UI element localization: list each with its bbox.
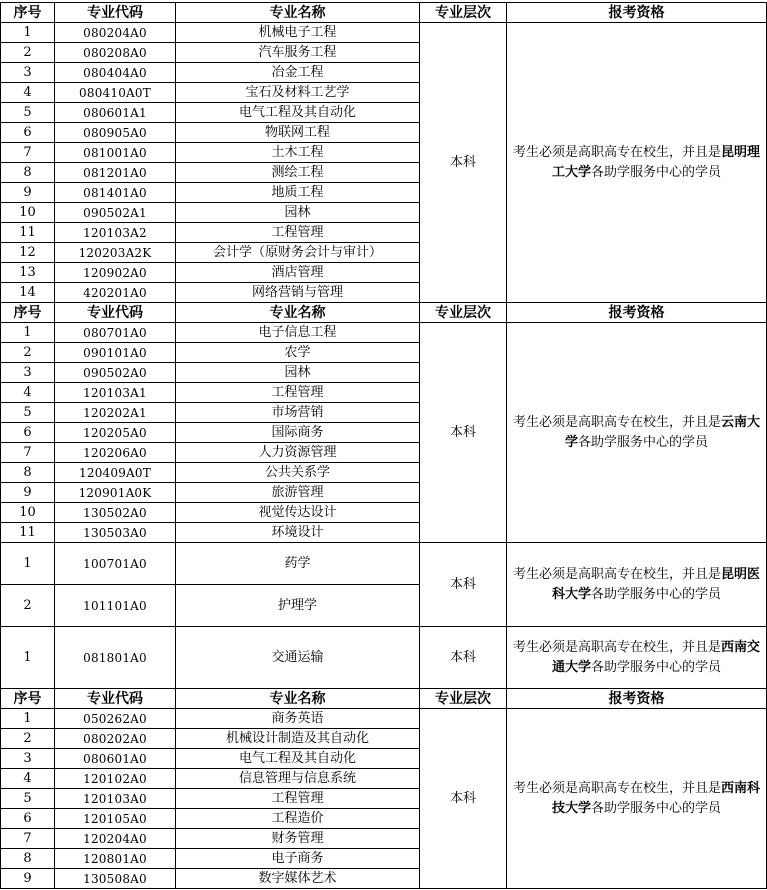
row-code: 120901A0K xyxy=(55,483,176,503)
header-seq: 序号 xyxy=(1,3,55,23)
row-name: 工程管理 xyxy=(176,383,420,403)
row-seq: 4 xyxy=(1,383,55,403)
section-level: 本科 xyxy=(420,543,507,627)
row-name: 工程管理 xyxy=(176,223,420,243)
section-qualification xyxy=(507,543,767,627)
row-code: 130503A0 xyxy=(55,523,176,543)
row-seq: 6 xyxy=(1,123,55,143)
row-code: 120205A0 xyxy=(55,423,176,443)
row-code: 090101A0 xyxy=(55,343,176,363)
row-name: 机械设计制造及其自动化 xyxy=(176,729,420,749)
row-name: 宝石及材料工艺学 xyxy=(176,83,420,103)
row-code: 080601A0 xyxy=(55,749,176,769)
table-row xyxy=(1,23,767,43)
row-name: 工程造价 xyxy=(176,809,420,829)
table-row xyxy=(1,627,767,689)
row-code: 120204A0 xyxy=(55,829,176,849)
section-qualification xyxy=(507,23,767,303)
school-name: 云南大学 xyxy=(564,414,761,450)
row-seq: 6 xyxy=(1,809,55,829)
row-seq: 5 xyxy=(1,403,55,423)
header-name: 专业名称 xyxy=(176,3,420,23)
row-name: 物联网工程 xyxy=(176,123,420,143)
row-name: 国际商务 xyxy=(176,423,420,443)
header-row xyxy=(1,3,767,23)
row-code: 080404A0 xyxy=(55,63,176,83)
table-row xyxy=(1,323,767,343)
row-name: 酒店管理 xyxy=(176,263,420,283)
row-seq: 9 xyxy=(1,483,55,503)
row-seq: 1 xyxy=(1,543,55,585)
row-seq: 8 xyxy=(1,163,55,183)
row-code: 120103A1 xyxy=(55,383,176,403)
row-name: 商务英语 xyxy=(176,709,420,729)
row-code: 120103A0 xyxy=(55,789,176,809)
row-code: 120206A0 xyxy=(55,443,176,463)
row-seq: 6 xyxy=(1,423,55,443)
row-code: 080601A1 xyxy=(55,103,176,123)
section-level: 本科 xyxy=(420,709,507,889)
row-seq: 2 xyxy=(1,729,55,749)
row-seq: 12 xyxy=(1,243,55,263)
row-code: 120102A0 xyxy=(55,769,176,789)
header-seq: 序号 xyxy=(1,303,55,323)
row-code: 120902A0 xyxy=(55,263,176,283)
row-name: 农学 xyxy=(176,343,420,363)
row-seq: 7 xyxy=(1,443,55,463)
qual-suffix: 各助学服务中心的学员 xyxy=(591,164,722,180)
row-name: 市场营销 xyxy=(176,403,420,423)
row-seq: 3 xyxy=(1,363,55,383)
row-code: 130502A0 xyxy=(55,503,176,523)
row-code: 130508A0 xyxy=(55,869,176,889)
row-seq: 2 xyxy=(1,585,55,627)
row-code: 080204A0 xyxy=(55,23,176,43)
header-code: 专业代码 xyxy=(55,689,176,709)
header-row xyxy=(1,303,767,323)
row-name: 信息管理与信息系统 xyxy=(176,769,420,789)
row-name: 电子商务 xyxy=(176,849,420,869)
row-seq: 10 xyxy=(1,503,55,523)
row-seq: 7 xyxy=(1,829,55,849)
row-seq: 10 xyxy=(1,203,55,223)
row-code: 120409A0T xyxy=(55,463,176,483)
school-name: 西南交通大学 xyxy=(551,639,761,675)
qual-suffix: 各助学服务中心的学员 xyxy=(591,659,722,675)
school-name: 昆明医科大学 xyxy=(551,566,761,602)
header-level: 专业层次 xyxy=(420,689,507,709)
row-code: 080701A0 xyxy=(55,323,176,343)
row-seq: 9 xyxy=(1,869,55,889)
header-level: 专业层次 xyxy=(420,303,507,323)
row-seq: 2 xyxy=(1,343,55,363)
row-name: 数字媒体艺术 xyxy=(176,869,420,889)
row-code: 081001A0 xyxy=(55,143,176,163)
school-name: 昆明理工大学 xyxy=(551,144,761,180)
row-name: 环境设计 xyxy=(176,523,420,543)
header-level: 专业层次 xyxy=(420,3,507,23)
header-qual: 报考资格 xyxy=(507,3,767,23)
row-code: 081401A0 xyxy=(55,183,176,203)
row-seq: 14 xyxy=(1,283,55,303)
row-code: 420201A0 xyxy=(55,283,176,303)
row-seq: 1 xyxy=(1,709,55,729)
row-seq: 5 xyxy=(1,789,55,809)
header-code: 专业代码 xyxy=(55,303,176,323)
section-qualification xyxy=(507,709,767,889)
row-seq: 1 xyxy=(1,627,55,689)
qual-suffix: 各助学服务中心的学员 xyxy=(578,434,709,450)
row-seq: 7 xyxy=(1,143,55,163)
row-seq: 1 xyxy=(1,23,55,43)
row-code: 081201A0 xyxy=(55,163,176,183)
row-code: 090502A0 xyxy=(55,363,176,383)
row-name: 公共关系学 xyxy=(176,463,420,483)
row-code: 080202A0 xyxy=(55,729,176,749)
qual-suffix: 各助学服务中心的学员 xyxy=(591,586,722,602)
header-code: 专业代码 xyxy=(55,3,176,23)
row-seq: 2 xyxy=(1,43,55,63)
qual-prefix: 考生必须是高职高专在校生，并且是 xyxy=(512,566,721,582)
row-name: 会计学（原财务会计与审计） xyxy=(176,243,420,263)
row-name: 工程管理 xyxy=(176,789,420,809)
row-code: 120203A2K xyxy=(55,243,176,263)
row-code: 120801A0 xyxy=(55,849,176,869)
row-name: 电气工程及其自动化 xyxy=(176,749,420,769)
row-seq: 3 xyxy=(1,63,55,83)
section-level: 本科 xyxy=(420,627,507,689)
row-seq: 4 xyxy=(1,83,55,103)
row-code: 050262A0 xyxy=(55,709,176,729)
qual-prefix: 考生必须是高职高专在校生，并且是 xyxy=(512,414,721,430)
row-name: 视觉传达设计 xyxy=(176,503,420,523)
row-name: 测绘工程 xyxy=(176,163,420,183)
row-name: 网络营销与管理 xyxy=(176,283,420,303)
row-name: 地质工程 xyxy=(176,183,420,203)
qual-prefix: 考生必须是高职高专在校生，并且是 xyxy=(512,144,721,160)
row-name: 药学 xyxy=(176,543,420,585)
row-code: 120202A1 xyxy=(55,403,176,423)
row-name: 电子信息工程 xyxy=(176,323,420,343)
row-name: 机械电子工程 xyxy=(176,23,420,43)
school-name: 西南科技大学 xyxy=(551,780,761,816)
section-level: 本科 xyxy=(420,23,507,303)
table-row xyxy=(1,709,767,729)
row-name: 旅游管理 xyxy=(176,483,420,503)
row-code: 120105A0 xyxy=(55,809,176,829)
row-code: 100701A0 xyxy=(55,543,176,585)
row-name: 汽车服务工程 xyxy=(176,43,420,63)
row-name: 园林 xyxy=(176,203,420,223)
header-qual: 报考资格 xyxy=(507,689,767,709)
row-seq: 8 xyxy=(1,849,55,869)
row-name: 园林 xyxy=(176,363,420,383)
row-name: 交通运输 xyxy=(176,627,420,689)
row-seq: 11 xyxy=(1,523,55,543)
row-name: 护理学 xyxy=(176,585,420,627)
majors-table xyxy=(0,2,767,889)
header-seq: 序号 xyxy=(1,689,55,709)
header-name: 专业名称 xyxy=(176,303,420,323)
row-name: 财务管理 xyxy=(176,829,420,849)
qual-prefix: 考生必须是高职高专在校生，并且是 xyxy=(512,639,721,655)
section-qualification xyxy=(507,323,767,543)
qual-suffix: 各助学服务中心的学员 xyxy=(591,800,722,816)
row-code: 081801A0 xyxy=(55,627,176,689)
row-code: 090502A1 xyxy=(55,203,176,223)
header-name: 专业名称 xyxy=(176,689,420,709)
row-name: 人力资源管理 xyxy=(176,443,420,463)
row-seq: 4 xyxy=(1,769,55,789)
row-code: 101101A0 xyxy=(55,585,176,627)
table-row xyxy=(1,543,767,585)
row-seq: 9 xyxy=(1,183,55,203)
row-seq: 13 xyxy=(1,263,55,283)
row-code: 080410A0T xyxy=(55,83,176,103)
row-seq: 5 xyxy=(1,103,55,123)
row-seq: 1 xyxy=(1,323,55,343)
row-seq: 3 xyxy=(1,749,55,769)
header-row xyxy=(1,689,767,709)
header-qual: 报考资格 xyxy=(507,303,767,323)
row-code: 080905A0 xyxy=(55,123,176,143)
section-qualification xyxy=(507,627,767,689)
qual-prefix: 考生必须是高职高专在校生，并且是 xyxy=(512,780,721,796)
row-name: 电气工程及其自动化 xyxy=(176,103,420,123)
row-name: 冶金工程 xyxy=(176,63,420,83)
row-code: 120103A2 xyxy=(55,223,176,243)
row-code: 080208A0 xyxy=(55,43,176,63)
row-seq: 8 xyxy=(1,463,55,483)
row-seq: 11 xyxy=(1,223,55,243)
row-name: 土木工程 xyxy=(176,143,420,163)
section-level: 本科 xyxy=(420,323,507,543)
